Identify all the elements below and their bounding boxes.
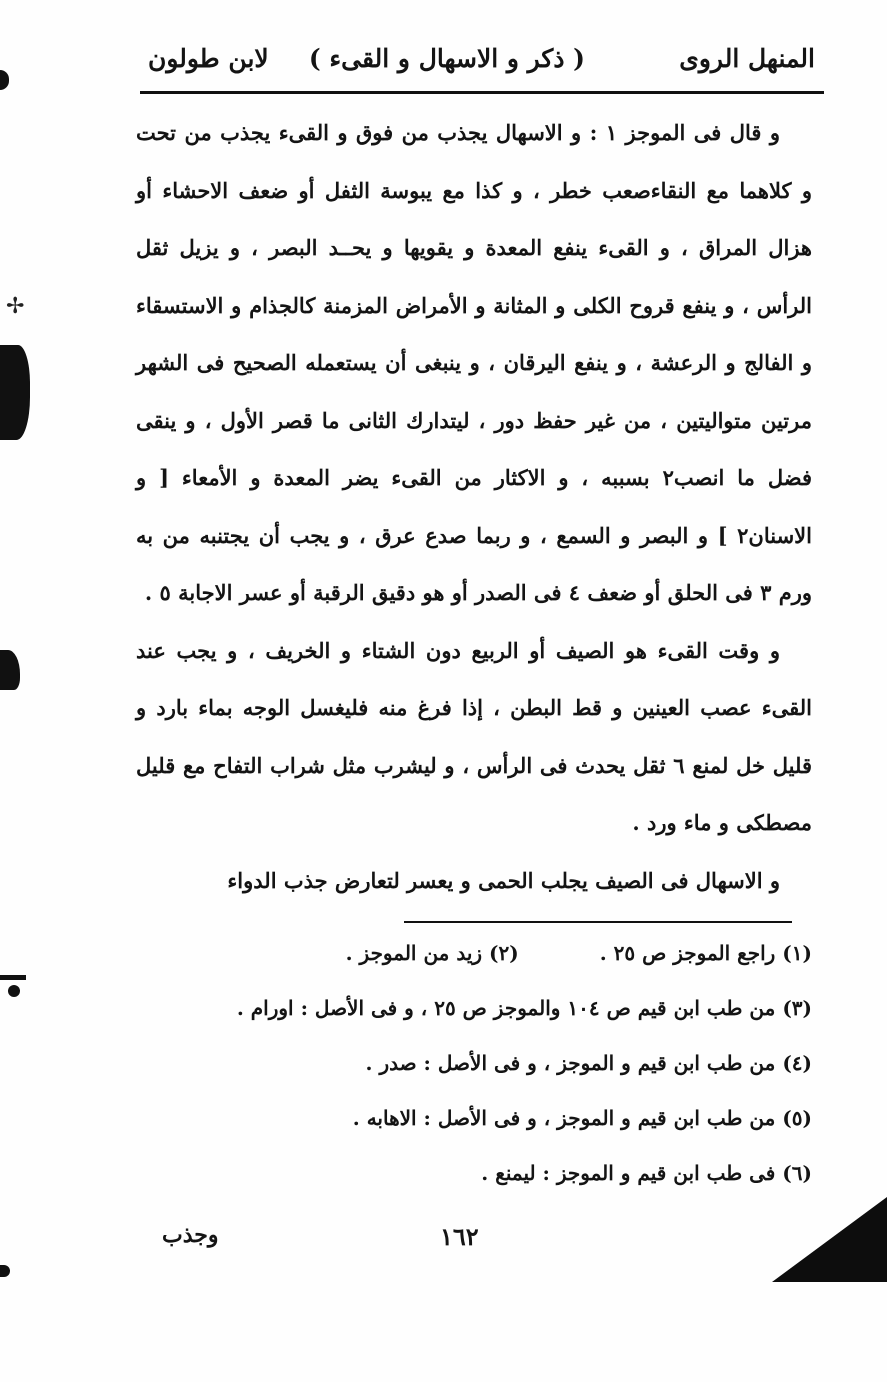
paragraph: و قال فى الموجز ١ : و الاسهال يجذب من فوق و القىء يجذب من تحت و كلاهما مع النقاءصعب خطر ، و كذا مع يبوسة الثفل أو ضعف الاحشاء أو هزال المراق ، و القىء ينفع المعدة و يقويها و يحــد البصر ، و يزيل ثقل الرأس ، و ينفع قروح الكلى و المثانة و الأمراض المزمنة كالجذام و الاستسقاء و الفالج و الرعشة ، و ينفع اليرقان ، و ينبغى أن يستعمله الصحيح فى الشهر مرتين متواليتين ، من غير حفظ دور ، ليتدارك الثانى ما قصر الأول ، و ينقى فضل ما انصب٢ بسببه ، و الاكثار من القىء يضر المعدة و الأمعاء [ و الاسنان٢ ] و البصر و السمع ، و ربما صدع عرق ، و يجب أن يجتنبه من به ورم ٣ فى الحلق أو ضعف ٤ فى الصدر أو هو دقيق الرقبة أو عسر الاجابة ٥ . [136,120,813,605]
header-divider [140,91,824,94]
scan-artifact-mark [8,985,20,997]
footnote: (٣) من طب ابن قيم ص ١٠٤ والموجز ص ٢٥ ، و فى الأصل : اورام . [236,996,812,1020]
catchword: وجذب [162,1222,219,1248]
scan-artifact-mark [0,70,9,90]
author-name: لابن طولون [148,44,269,73]
footnote: (٤) من طب ابن قيم و الموجز ، و فى الأصل : صدر . [365,1051,812,1075]
footnote-divider [404,921,792,923]
scan-artifact-blot [0,345,30,440]
running-header [140,40,815,88]
scan-artifact-mark [0,975,26,980]
paragraph: و الاسهال فى الصيف يجلب الحمى و يعسر لتعارض جذب الدواء [227,867,780,893]
footnote-row [136,926,812,981]
scan-artifact-blot [0,650,20,690]
main-text [136,104,812,909]
footnote: (١) راجع الموجز ص ٢٥ . [599,941,812,965]
scan-artifact-mark [0,1265,10,1277]
section-title: ( ذكر و الاسهال و القىء ) [308,44,585,73]
footnote: (٢) زيد من الموجز . [345,941,519,965]
footnote: (٥) من طب ابن قيم و الموجز ، و فى الأصل : الاهابه . [352,1106,812,1130]
margin-mark-icon: ✢ [6,294,25,319]
page-footer [140,1222,815,1262]
paragraph: و وقت القىء هو الصيف أو الربيع دون الشتاء و الخريف ، و يجب عند القىء عصب العينين و قط البطن ، إذا فرغ منه فليغسل الوجه بماء بارد و قليل خل لمنع ٦ ثقل يحدث فى الرأس ، و ليشرب مثل شراب التفاح مع قليل مصطكى و ماء ورد . [136,637,812,835]
footnote: (٦) فى طب ابن قيم و الموجز : ليمنع . [481,1161,812,1185]
footnotes [136,926,812,1201]
book-title: المنهل الروى [679,44,815,73]
page-number: ١٦٢ [440,1222,479,1251]
